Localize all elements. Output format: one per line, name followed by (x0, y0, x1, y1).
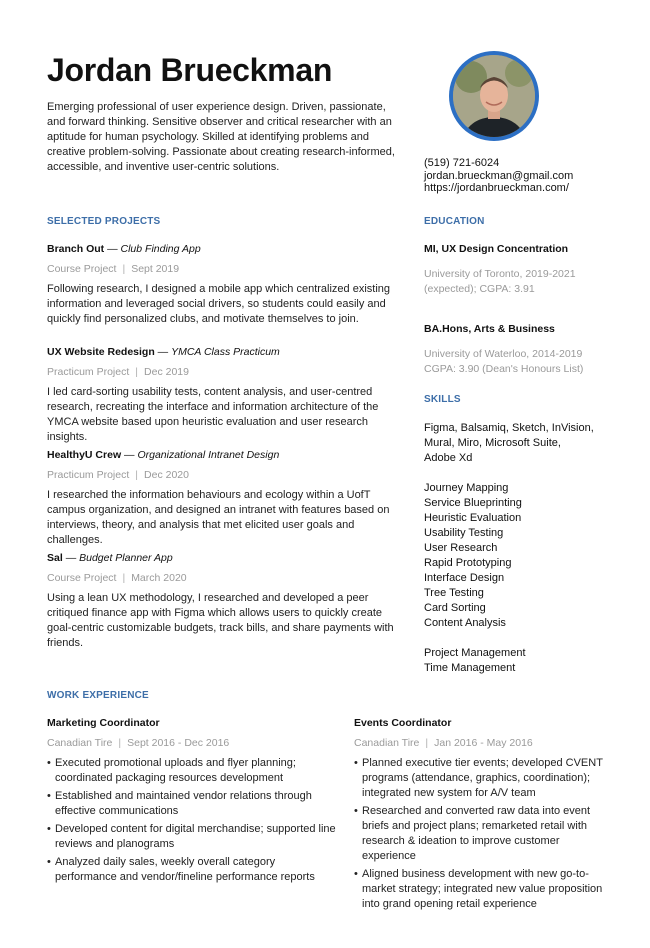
skills-methods (424, 481, 594, 631)
job-title: Events Coordinator (354, 717, 452, 729)
profile-photo-image (453, 55, 535, 137)
email-link[interactable]: jordan.brueckman@gmail.com (424, 169, 574, 182)
project-title: HealthyU Crew — Organizational Intranet Design (47, 449, 280, 461)
skills-list (424, 421, 594, 691)
skills-other (424, 646, 594, 676)
list-item: • Aligned business development with new go-to-market strategy; integrated new value proposition into grand opening retail experience (354, 867, 609, 912)
degree-title: MI, UX Design Concentration (424, 243, 569, 255)
project-title: Sal — Budget Planner App (47, 552, 173, 564)
education-heading: EDUCATION (424, 216, 485, 227)
contact-block (424, 157, 573, 195)
project-title: Branch Out — Club Finding App (47, 243, 201, 255)
project-description: I researched the information behaviours and ecology within a UofT campus organization, and designed an intranet with features based on interviews, theory, and analysis that met elicited user goals and challenges. (47, 489, 390, 546)
job-bullets (47, 756, 337, 888)
skill-item: Mural, Miro, Microsoft Suite, (424, 437, 561, 449)
job-meta: Canadian Tire | Jan 2016 - May 2016 (354, 737, 533, 749)
work-heading: WORK EXPERIENCE (47, 690, 149, 701)
degree-details: University of Toronto, 2019-2021 (expected); CGPA: 3.91 (424, 268, 576, 295)
skill-item: Heuristic Evaluation (424, 512, 522, 524)
skills-tools (424, 421, 594, 466)
list-item: • Developed content for digital merchandise; supported line reviews and planograms (47, 822, 337, 852)
skill-item: Journey Mapping (424, 482, 509, 494)
project-meta: Practicum Project | Dec 2020 (47, 469, 189, 481)
skills-heading: SKILLS (424, 394, 461, 405)
website-link[interactable]: https://jordanbrueckman.com/ (424, 182, 569, 194)
project-description: I led card-sorting usability tests, content analysis, and user-centred research, recreating the interface and information architecture of the YMCA website based upon heuristic evaluation and user research insights. (47, 386, 379, 443)
skill-item: Adobe Xd (424, 452, 473, 464)
list-item: • Analyzed daily sales, weekly overall category performance and vendor/fineline performance reports (47, 855, 337, 885)
projects-heading: SELECTED PROJECTS (47, 216, 161, 227)
degree-details: University of Waterloo, 2014-2019 CGPA: 3.90 (Dean's Honours List) (424, 348, 584, 375)
list-item: • Planned executive tier events; developed CVENT programs (attendance, graphics, coordination); integrated new system for A/V team (354, 756, 609, 801)
project-meta: Course Project | Sept 2019 (47, 263, 180, 275)
skill-item: Service Blueprinting (424, 497, 522, 509)
skill-item: Usability Testing (424, 527, 504, 539)
skill-item: Time Management (424, 662, 516, 674)
job-bullets (354, 756, 609, 915)
project-description: Using a lean UX methodology, I researched and developed a peer critiqued finance app with Figma which allows users to quickly create goal-centric customizable budgets, track bills, and share payments with friends. (47, 592, 394, 649)
skill-item: Card Sorting (424, 602, 486, 614)
skill-item: Rapid Prototyping (424, 557, 512, 569)
profile-photo (449, 51, 539, 141)
degree-title: BA.Hons, Arts & Business (424, 323, 555, 335)
project-description: Following research, I designed a mobile app which centralized existing information and leveraged social drivers, so students could easily and quickly find personalized clubs, and motivate themselves to join. (47, 283, 391, 325)
phone-number[interactable]: (519) 721-6024 (424, 157, 500, 169)
project-title: UX Website Redesign — YMCA Class Practicum (47, 346, 280, 358)
skill-item: Interface Design (424, 572, 505, 584)
job-meta: Canadian Tire | Sept 2016 - Dec 2016 (47, 737, 230, 749)
skill-item: Project Management (424, 647, 526, 659)
skill-item: Tree Testing (424, 587, 484, 599)
skill-item: Content Analysis (424, 617, 506, 629)
summary-text: Emerging professional of user experience design. Driven, passionate, and forward thinking. Sensitive observer and critical researcher with an aptitude for human psychology. Skilled at identifying problems and creative problem-solving. Passionate about creating research-informed, accessible, and inventive user-centric solutions. (47, 101, 395, 173)
project-meta: Practicum Project | Dec 2019 (47, 366, 189, 378)
skill-item: User Research (424, 542, 498, 554)
job-title: Marketing Coordinator (47, 717, 160, 729)
project-meta: Course Project | March 2020 (47, 572, 187, 584)
skill-item: Figma, Balsamiq, Sketch, InVision, (424, 422, 594, 434)
list-item: • Researched and converted raw data into event briefs and project plans; remarketed retail with research & ideation to improve customer experience (354, 804, 609, 864)
resume-name: Jordan Brueckman (47, 52, 333, 88)
list-item: • Executed promotional uploads and flyer planning; coordinated packaging resources development (47, 756, 337, 786)
list-item: • Established and maintained vendor relations through effective communications (47, 789, 337, 819)
